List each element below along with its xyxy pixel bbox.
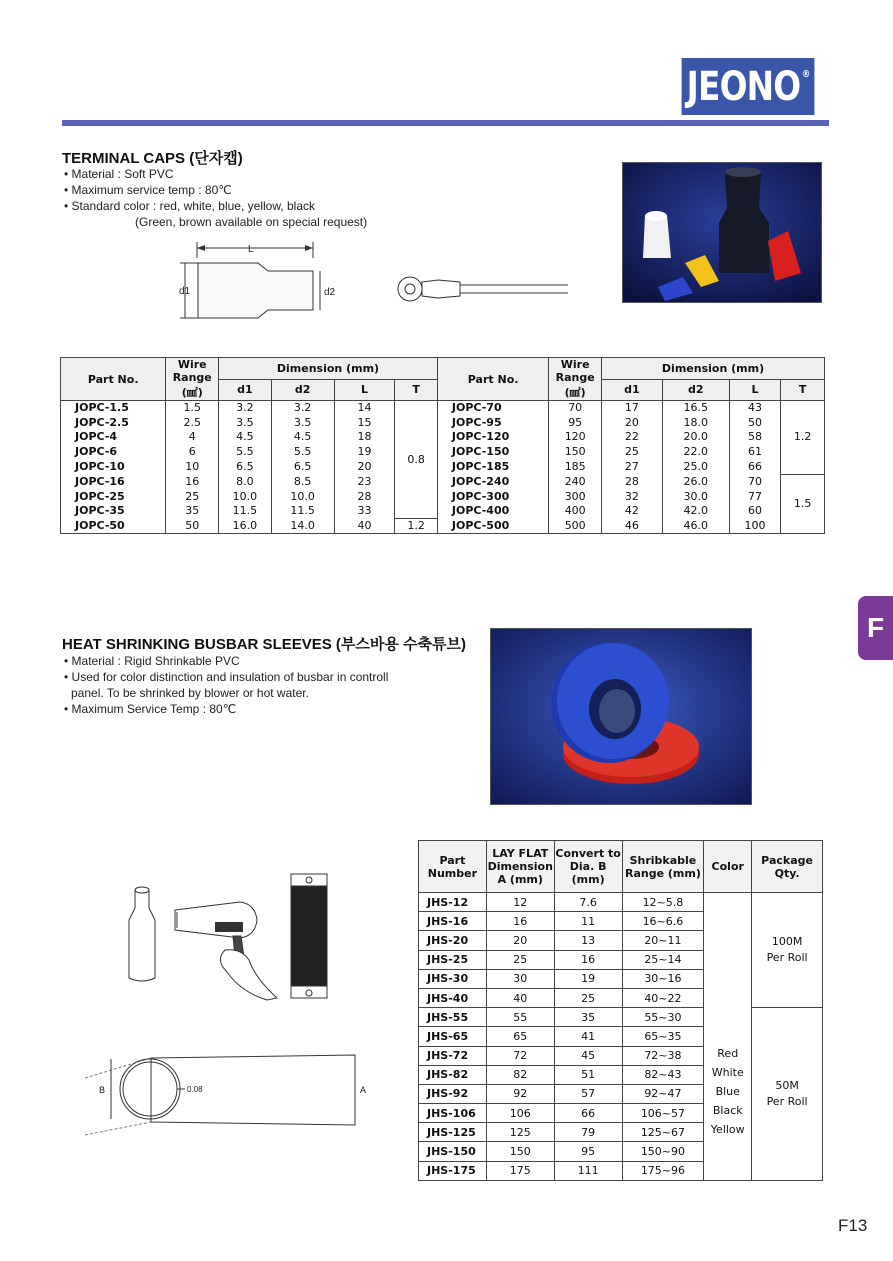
page-number: F13 [838, 1216, 868, 1235]
bullet-material: • Material : Rigid Shrinkable PVC [64, 653, 388, 669]
col-d2-2: d2 [662, 379, 729, 401]
L-cell: 19 [334, 445, 395, 460]
d1-cell: 16.0 [219, 519, 272, 534]
table-row [61, 474, 825, 489]
L-cell: 40 [334, 519, 395, 534]
d2-cell: 11.5 [271, 504, 334, 519]
part-no-cell: JOPC-2.5 [61, 415, 166, 430]
dim-d1-label: d1 [179, 286, 191, 297]
L-cell: 50 [729, 415, 781, 430]
part-no-cell: JOPC-150 [437, 445, 548, 460]
lay-flat-cell: 125 [486, 1123, 554, 1142]
table-row [61, 460, 825, 475]
col-wire-range: Wire Range (㎟) [166, 358, 219, 401]
L-cell: 33 [334, 504, 395, 519]
T-cell: 1.5 [781, 474, 825, 533]
d2-cell: 10.0 [271, 489, 334, 504]
dim-A-label: A [360, 1085, 367, 1095]
convert-cell: 111 [554, 1161, 622, 1180]
d2-cell: 30.0 [662, 489, 729, 504]
logo-text: JEONO [686, 63, 801, 110]
range-cell: 72~38 [622, 1046, 704, 1065]
terminal-caps-photo-art [623, 163, 822, 303]
d2-cell: 3.2 [271, 401, 334, 416]
thickness-label: 0.08 [187, 1085, 203, 1094]
col-wire-range-2: Wire Range (㎟) [549, 358, 602, 401]
part-no-cell: JOPC-1.5 [61, 401, 166, 416]
convert-cell: 95 [554, 1142, 622, 1161]
wire-cell: 2.5 [166, 415, 219, 430]
L-cell: 60 [729, 504, 781, 519]
d1-cell: 5.5 [219, 445, 272, 460]
header-row [419, 841, 823, 893]
color-option: Red [717, 1046, 739, 1060]
d1-cell: 32 [602, 489, 663, 504]
d1-cell: 27 [602, 460, 663, 475]
wire-cell: 6 [166, 445, 219, 460]
bullet-max-temp: • Maximum service temp : 80℃ [64, 182, 367, 198]
wire-cell: 1.5 [166, 401, 219, 416]
L-cell: 100 [729, 519, 781, 534]
col-dimension-2: Dimension (mm) [602, 358, 825, 380]
L-cell: 23 [334, 474, 395, 489]
bullet-max-temp: • Maximum Service Temp : 80℃ [64, 701, 388, 717]
table-row [61, 519, 825, 534]
part-number-cell: JHS-72 [419, 1046, 487, 1065]
col-convert: Convert to Dia. B (mm) [554, 841, 622, 893]
color-option: Yellow [710, 1122, 745, 1136]
part-number-cell: JHS-82 [419, 1065, 487, 1084]
d2-cell: 5.5 [271, 445, 334, 460]
table-row [61, 504, 825, 519]
d2-cell: 8.5 [271, 474, 334, 489]
wire-cell: 50 [166, 519, 219, 534]
terminal-caps-rows [61, 401, 825, 534]
dim-L-label: L [248, 244, 254, 255]
L-cell: 28 [334, 489, 395, 504]
part-no-cell: JOPC-185 [437, 460, 548, 475]
part-number-cell: JHS-30 [419, 969, 487, 988]
convert-cell: 35 [554, 1008, 622, 1027]
package-cell [752, 1008, 823, 1181]
busbar-table [418, 840, 823, 1181]
bullet-usage: • Used for color distinction and insulation of busbar in controll [64, 669, 388, 685]
part-no-cell: JOPC-120 [437, 430, 548, 445]
terminal-caps-title: TERMINAL CAPS (단자캡) [62, 150, 243, 167]
part-number-cell: JHS-106 [419, 1104, 487, 1123]
col-d1-2: d1 [602, 379, 663, 401]
L-cell: 15 [334, 415, 395, 430]
d2-cell: 20.0 [662, 430, 729, 445]
L-cell: 70 [729, 474, 781, 489]
lay-flat-cell: 20 [486, 931, 554, 950]
wire-cell: 95 [549, 415, 602, 430]
lay-flat-cell: 72 [486, 1046, 554, 1065]
d2-cell: 22.0 [662, 445, 729, 460]
d2-cell: 18.0 [662, 415, 729, 430]
L-cell: 14 [334, 401, 395, 416]
wire-cell: 120 [549, 430, 602, 445]
lay-flat-cell: 16 [486, 912, 554, 931]
wire-cell: 500 [549, 519, 602, 534]
header-row [61, 358, 825, 380]
bullet-material: • Material : Soft PVC [64, 166, 367, 182]
range-cell: 175~96 [622, 1161, 704, 1180]
part-no-cell: JOPC-95 [437, 415, 548, 430]
header-rule [62, 120, 829, 126]
wire-cell: 35 [166, 504, 219, 519]
d1-cell: 25 [602, 445, 663, 460]
col-package: Package Qty. [752, 841, 823, 893]
part-number-cell: JHS-40 [419, 988, 487, 1007]
convert-cell: 13 [554, 931, 622, 950]
busbar-bullets [64, 653, 388, 717]
package-line: Per Roll [766, 951, 808, 965]
col-T: T [395, 379, 438, 401]
part-no-cell: JOPC-16 [61, 474, 166, 489]
part-no-cell: JOPC-240 [437, 474, 548, 489]
terminal-caps-bullets [64, 166, 367, 230]
table-row [61, 415, 825, 430]
part-number-cell: JHS-125 [419, 1123, 487, 1142]
part-no-cell: JOPC-70 [437, 401, 548, 416]
busbar-sleeve-photo [490, 628, 752, 805]
table-row [61, 489, 825, 504]
lay-flat-cell: 30 [486, 969, 554, 988]
convert-cell: 11 [554, 912, 622, 931]
convert-cell: 79 [554, 1123, 622, 1142]
part-no-cell: JOPC-500 [437, 519, 548, 534]
part-number-cell: JHS-65 [419, 1027, 487, 1046]
table-row [419, 1008, 823, 1027]
range-cell: 65~35 [622, 1027, 704, 1046]
part-no-cell: JOPC-300 [437, 489, 548, 504]
wire-cell: 185 [549, 460, 602, 475]
col-L: L [334, 379, 395, 401]
wire-cell: 10 [166, 460, 219, 475]
col-color: Color [704, 841, 752, 893]
d1-cell: 10.0 [219, 489, 272, 504]
part-number-cell: JHS-25 [419, 950, 487, 969]
d2-cell: 3.5 [271, 415, 334, 430]
part-number-cell: JHS-16 [419, 912, 487, 931]
part-number-cell: JHS-150 [419, 1142, 487, 1161]
table-row [61, 401, 825, 416]
wire-cell: 16 [166, 474, 219, 489]
convert-cell: 66 [554, 1104, 622, 1123]
range-cell: 20~11 [622, 931, 704, 950]
part-number-cell: JHS-20 [419, 931, 487, 950]
T-cell: 1.2 [781, 401, 825, 475]
lay-flat-cell: 106 [486, 1104, 554, 1123]
range-cell: 25~14 [622, 950, 704, 969]
bullet-usage-cont: panel. To be shrinked by blower or hot water. [71, 686, 309, 700]
color-option: Black [712, 1103, 743, 1117]
d2-cell: 26.0 [662, 474, 729, 489]
range-cell: 92~47 [622, 1084, 704, 1103]
part-number-cell: JHS-12 [419, 893, 487, 912]
d1-cell: 42 [602, 504, 663, 519]
wire-cell: 300 [549, 489, 602, 504]
d1-cell: 3.2 [219, 401, 272, 416]
convert-cell: 16 [554, 950, 622, 969]
dim-d2-label: d2 [324, 287, 336, 298]
d2-cell: 6.5 [271, 460, 334, 475]
range-cell: 30~16 [622, 969, 704, 988]
convert-cell: 19 [554, 969, 622, 988]
T-cell: 1.2 [395, 519, 438, 534]
color-cell [704, 893, 752, 1181]
lay-flat-cell: 150 [486, 1142, 554, 1161]
L-cell: 58 [729, 430, 781, 445]
d1-cell: 6.5 [219, 460, 272, 475]
L-cell: 20 [334, 460, 395, 475]
convert-cell: 57 [554, 1084, 622, 1103]
part-no-cell: JOPC-10 [61, 460, 166, 475]
col-L-2: L [729, 379, 781, 401]
dim-B-label: B [99, 1085, 106, 1095]
table-row [61, 445, 825, 460]
package-line: 100M [771, 935, 803, 949]
col-part-no-2: Part No. [437, 358, 548, 401]
lay-flat-cell: 12 [486, 893, 554, 912]
range-cell: 55~30 [622, 1008, 704, 1027]
range-cell: 150~90 [622, 1142, 704, 1161]
part-no-cell: JOPC-35 [61, 504, 166, 519]
convert-cell: 51 [554, 1065, 622, 1084]
package-line: 50M [775, 1078, 799, 1092]
lay-flat-cell: 25 [486, 950, 554, 969]
lay-flat-cell: 92 [486, 1084, 554, 1103]
section-tab-f: F [858, 596, 893, 660]
col-range: Shribkable Range (mm) [622, 841, 704, 893]
convert-cell: 25 [554, 988, 622, 1007]
range-cell: 106~57 [622, 1104, 704, 1123]
wire-cell: 240 [549, 474, 602, 489]
L-cell: 43 [729, 401, 781, 416]
part-number-cell: JHS-55 [419, 1008, 487, 1027]
wire-cell: 400 [549, 504, 602, 519]
package-cell [752, 893, 823, 1008]
T-cell: 0.8 [395, 401, 438, 519]
color-option: Blue [715, 1084, 740, 1098]
d1-cell: 46 [602, 519, 663, 534]
range-cell: 125~67 [622, 1123, 704, 1142]
d1-cell: 3.5 [219, 415, 272, 430]
convert-cell: 41 [554, 1027, 622, 1046]
lay-flat-cell: 65 [486, 1027, 554, 1046]
part-number-cell: JHS-175 [419, 1161, 487, 1180]
range-cell: 82~43 [622, 1065, 704, 1084]
wire-cell: 70 [549, 401, 602, 416]
convert-cell: 45 [554, 1046, 622, 1065]
jeono-logo [682, 58, 815, 115]
col-d1: d1 [219, 379, 272, 401]
col-T-2: T [781, 379, 825, 401]
d1-cell: 4.5 [219, 430, 272, 445]
part-no-cell: JOPC-50 [61, 519, 166, 534]
busbar-title: HEAT SHRINKING BUSBAR SLEEVES (부스바용 수축튜브) [62, 636, 466, 653]
wire-cell: 150 [549, 445, 602, 460]
d2-cell: 46.0 [662, 519, 729, 534]
heat-gun-diagram [115, 860, 340, 1005]
lay-flat-cell: 82 [486, 1065, 554, 1084]
d2-cell: 4.5 [271, 430, 334, 445]
color-option: White [711, 1065, 744, 1079]
col-part-no: Part No. [61, 358, 166, 401]
bullet-standard-color: • Standard color : red, white, blue, yellow, black [64, 198, 367, 214]
busbar-rows [419, 893, 823, 1181]
part-no-cell: JOPC-25 [61, 489, 166, 504]
range-cell: 40~22 [622, 988, 704, 1007]
col-d2: d2 [271, 379, 334, 401]
lay-flat-cell: 175 [486, 1161, 554, 1180]
registered-mark: ® [801, 69, 810, 80]
d2-cell: 14.0 [271, 519, 334, 534]
d1-cell: 17 [602, 401, 663, 416]
color-note: (Green, brown available on special request) [135, 215, 368, 229]
part-no-cell: JOPC-6 [61, 445, 166, 460]
L-cell: 61 [729, 445, 781, 460]
table-row [61, 430, 825, 445]
d2-cell: 42.0 [662, 504, 729, 519]
col-part-number: Part Number [419, 841, 487, 893]
d2-cell: 16.5 [662, 401, 729, 416]
range-cell: 16~6.6 [622, 912, 704, 931]
part-number-cell: JHS-92 [419, 1084, 487, 1103]
terminal-cap-diagram [170, 238, 580, 330]
col-dimension: Dimension (mm) [219, 358, 438, 380]
wire-cell: 4 [166, 430, 219, 445]
d1-cell: 28 [602, 474, 663, 489]
table-row [419, 893, 823, 912]
L-cell: 18 [334, 430, 395, 445]
busbar-sleeve-photo-art [491, 629, 752, 805]
L-cell: 77 [729, 489, 781, 504]
d1-cell: 22 [602, 430, 663, 445]
part-no-cell: JOPC-4 [61, 430, 166, 445]
convert-cell: 7.6 [554, 893, 622, 912]
lay-flat-cell: 55 [486, 1008, 554, 1027]
lay-flat-diagram [85, 1040, 375, 1140]
d1-cell: 20 [602, 415, 663, 430]
range-cell: 12~5.8 [622, 893, 704, 912]
wire-cell: 25 [166, 489, 219, 504]
terminal-caps-table [60, 357, 825, 534]
d1-cell: 11.5 [219, 504, 272, 519]
d1-cell: 8.0 [219, 474, 272, 489]
col-lay-flat: LAY FLAT Dimension A (mm) [486, 841, 554, 893]
L-cell: 66 [729, 460, 781, 475]
terminal-caps-photo [622, 162, 822, 303]
lay-flat-cell: 40 [486, 988, 554, 1007]
part-no-cell: JOPC-400 [437, 504, 548, 519]
d2-cell: 25.0 [662, 460, 729, 475]
package-line: Per Roll [766, 1094, 808, 1108]
